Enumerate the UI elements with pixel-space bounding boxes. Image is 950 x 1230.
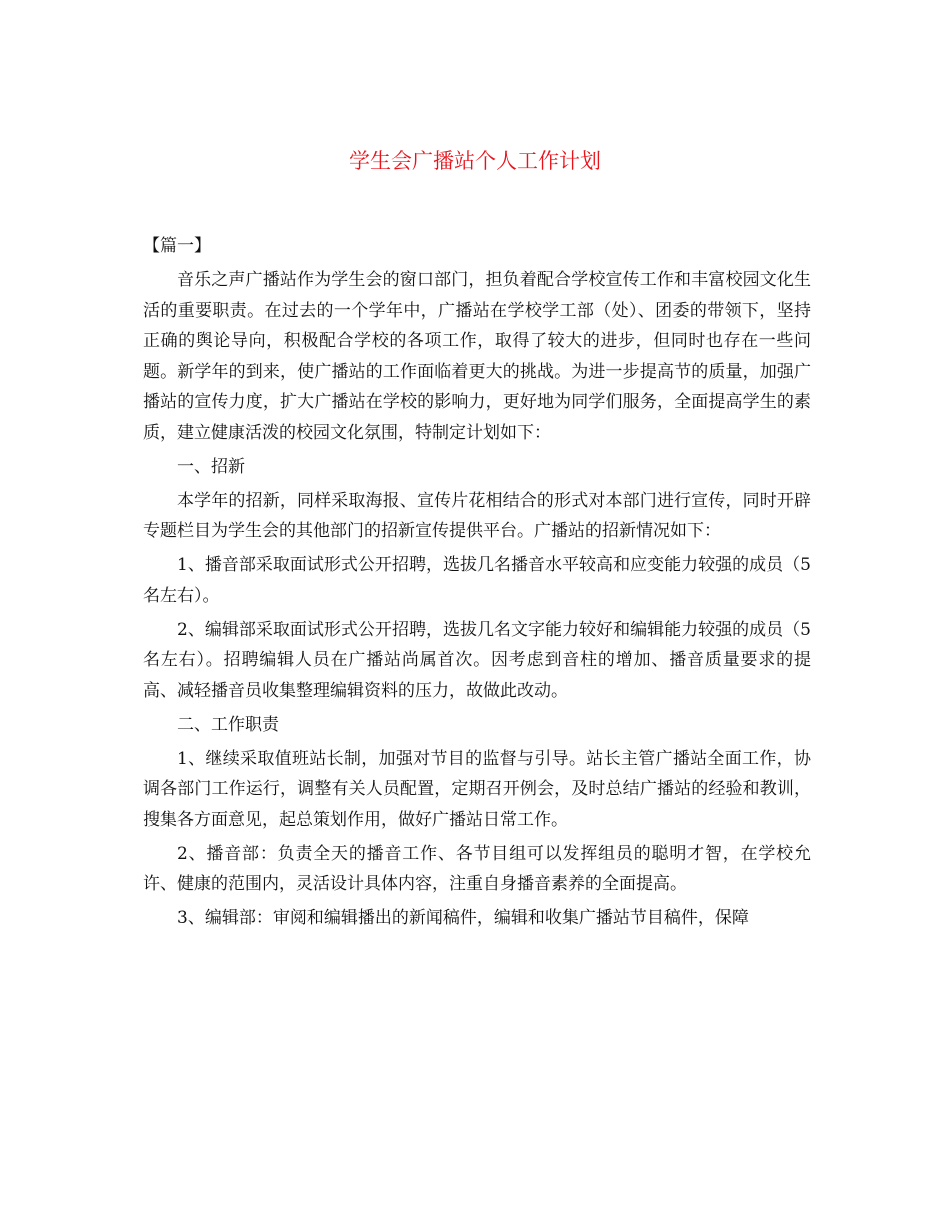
heading-recruitment: 一、招新	[177, 456, 245, 477]
list-item-duty-broadcast: 2、播音部：负责全天的播音工作、各节目组可以发挥组员的聪明才智，在学校允许、健康的范围内，灵活设计具体内容，注重自身播音素养的全面提高。	[143, 843, 811, 894]
list-item-broadcast-dept: 1、播音部采取面试形式公开招聘，选拔几名播音水平较高和应变能力较强的成员（5名左右）。	[143, 555, 811, 606]
document-title: 学生会广播站个人工作计划	[349, 149, 601, 173]
paragraph-recruitment: 本学年的招新，同样采取海报、宣传片花相结合的形式对本部门进行宣传，同时开辟专题栏目为学生会的其他部门的招新宣传提供平台。广播站的招新情况如下：	[143, 490, 811, 541]
section-label: 【篇一】	[143, 236, 211, 256]
document-body	[143, 231, 811, 937]
list-item-duty-editorial: 3、编辑部：审阅和编辑播出的新闻稿件，编辑和收集广播站节目稿件，保障	[177, 908, 749, 928]
list-item-duty-manager: 1、继续采取值班站长制，加强对节目的监督与引导。站长主管广播站全面工作，协调各部门工作运行，调整有关人员配置，定期召开例会，及时总结广播站的经验和教训，搜集各方面意见，起总策划作用，做好广播站日常工作。	[143, 748, 811, 830]
paragraph-intro: 音乐之声广播站作为学生会的窗口部门，担负着配合学校宣传工作和丰富校园文化生活的重要职责。在过去的一个学年中，广播站在学校学工部（处）、团委的带领下，坚持正确的舆论导向，积极配合学校的各项工作，取得了较大的进步，但同时也存在一些问题。新学年的到来，使广播站的工作面临着更大的挑战。为进一步提高节的质量，加强广播站的宣传力度，扩大广播站在学校的影响力，更好地为同学们服务，全面提高学生的素质，建立健康活泼的校园文化氛围，特制定计划如下：	[143, 270, 811, 443]
list-item-editorial-dept: 2、编辑部采取面试形式公开招聘，选拔几名文字能力较好和编辑能力较强的成员（5名左右）。招聘编辑人员在广播站尚属首次。因考虑到音柱的增加、播音质量要求的提高、减轻播音员收集整理编辑资料的压力，故做此改动。	[143, 619, 811, 701]
heading-duties: 二、工作职责	[177, 714, 279, 735]
